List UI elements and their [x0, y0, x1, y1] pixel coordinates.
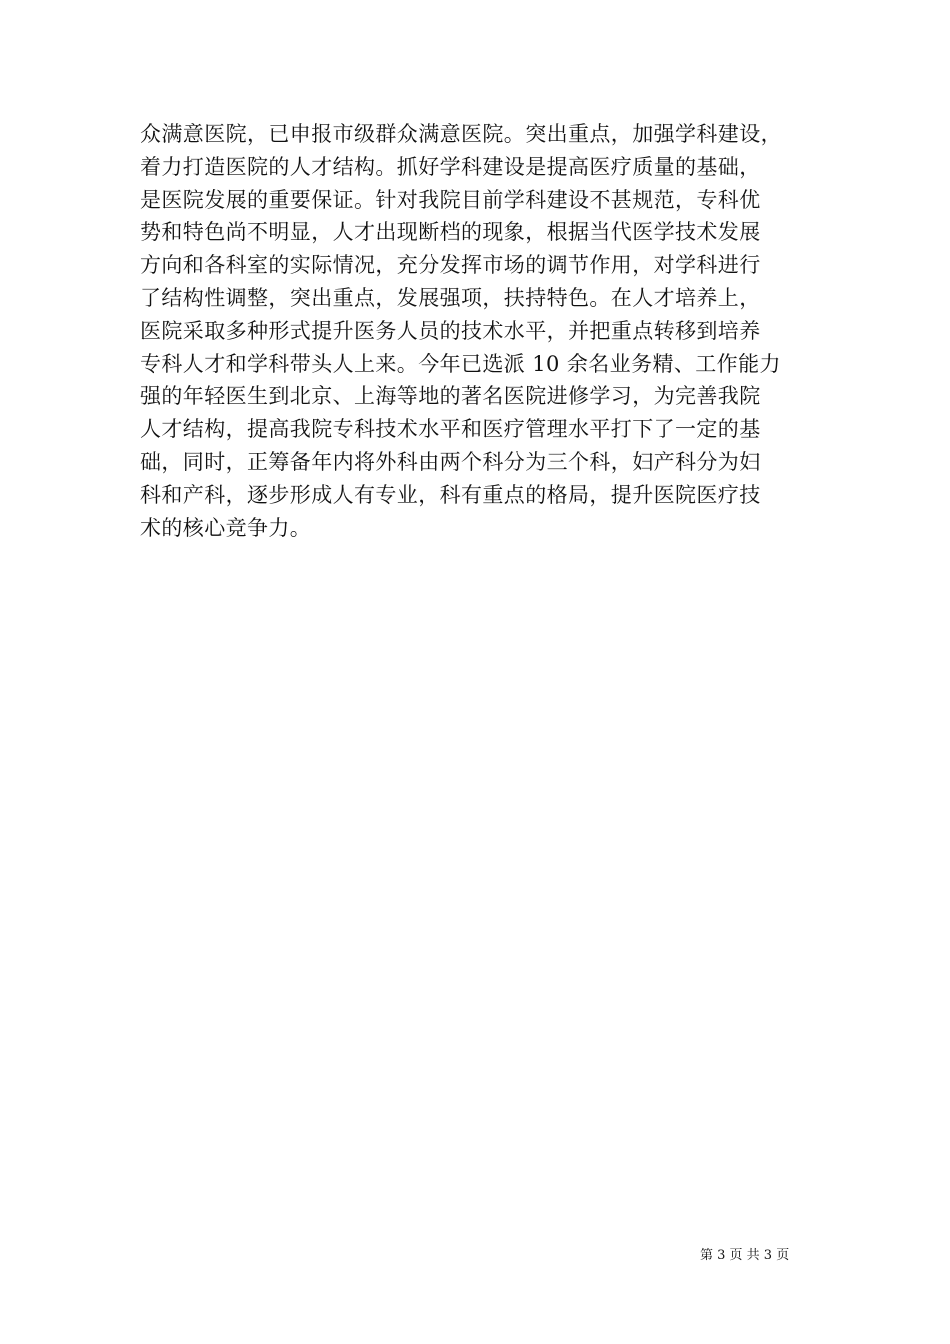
text-line: 众满意医院，已申报市级群众满意医院。突出重点，加强学科建设， — [140, 122, 782, 146]
text-line: 方向和各科室的实际情况，充分发挥市场的调节作用，对学科进行 — [140, 253, 761, 278]
text-line: 着力打造医院的人才结构。抓好学科建设是提高医疗质量的基础， — [140, 154, 761, 179]
text-line: 了结构性调整，突出重点，发展强项，扶持特色。在人才培养上， — [140, 285, 761, 310]
text-line: 势和特色尚不明显，人才出现断档的现象，根据当代医学技术发展 — [140, 220, 761, 245]
text-line: 是医院发展的重要保证。针对我院目前学科建设不甚规范，专科优 — [140, 187, 761, 212]
text-line: 术的核心竞争力。 — [140, 515, 312, 540]
page-number-footer: 第 3 页 共 3 页 — [700, 1248, 790, 1263]
text-line: 科和产科，逐步形成人有专业，科有重点的格局，提升医院医疗技 — [140, 482, 761, 507]
text-line: 础，同时，正筹备年内将外科由两个科分为三个科，妇产科分为妇 — [140, 449, 761, 474]
text-line: 医院采取多种形式提升医务人员的技术水平，并把重点转移到培养 — [140, 318, 761, 343]
text-line: 强的年轻医生到北京、上海等地的著名医院进修学习，为完善我院 — [140, 384, 761, 409]
body-paragraph — [140, 118, 840, 544]
text-line: 专科人才和学科带头人上来。今年已选派 10 余名业务精、工作能力 — [140, 351, 781, 376]
text-line: 人才结构，提高我院专科技术水平和医疗管理水平打下了一定的基 — [140, 417, 761, 442]
